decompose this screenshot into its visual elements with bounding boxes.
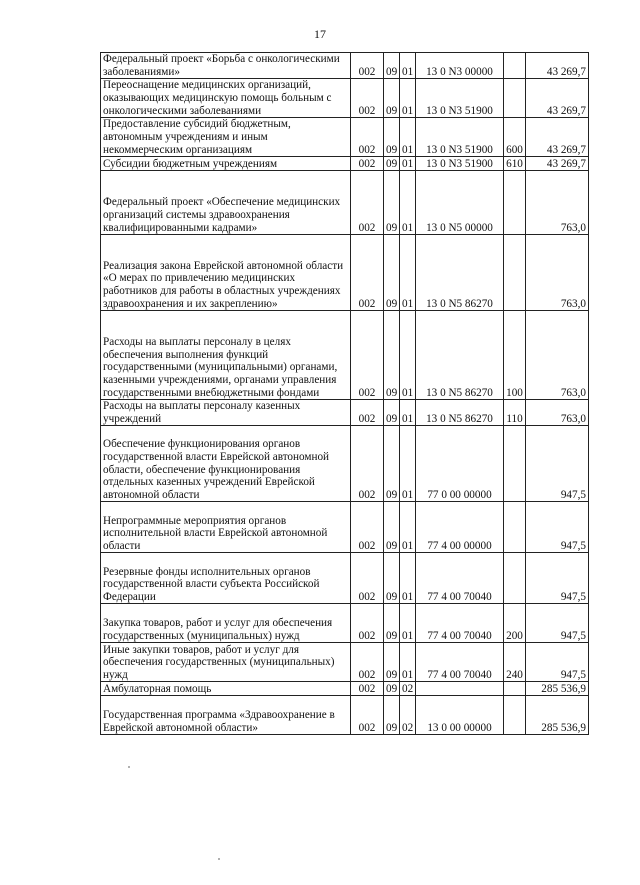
row-expense-code: 200 — [504, 604, 526, 643]
table-row — [101, 696, 589, 735]
budget-table — [100, 52, 589, 735]
row-amount: 763,0 — [526, 311, 589, 400]
row-ministry-code: 002 — [351, 79, 384, 118]
row-subsection-code: 01 — [400, 171, 416, 235]
table-row — [101, 682, 589, 696]
row-ministry-code: 002 — [351, 604, 384, 643]
row-subsection-code: 01 — [400, 311, 416, 400]
row-subsection-code: 01 — [400, 426, 416, 502]
row-section-code: 09 — [384, 643, 400, 682]
row-section-code: 09 — [384, 400, 400, 426]
row-name: Реализация закона Еврейской автономной области «О мерах по привлечению медицинских работников для работы в областных учреждениях здравоохранения и их закреплению» — [101, 235, 351, 311]
row-section-code: 09 — [384, 157, 400, 171]
table-row — [101, 400, 589, 426]
row-amount: 947,5 — [526, 553, 589, 604]
row-subsection-code: 01 — [400, 118, 416, 157]
table-row — [101, 426, 589, 502]
table-row — [101, 53, 589, 79]
row-expense-code — [504, 235, 526, 311]
row-ministry-code: 002 — [351, 426, 384, 502]
row-ministry-code: 002 — [351, 235, 384, 311]
row-expense-code — [504, 553, 526, 604]
row-name: Предоставление субсидий бюджетным, автономным учреждениям и иным некоммерческим организациям — [101, 118, 351, 157]
row-target-code — [416, 682, 504, 696]
row-amount: 763,0 — [526, 171, 589, 235]
row-section-code: 09 — [384, 426, 400, 502]
row-target-code: 13 0 N5 86270 — [416, 235, 504, 311]
table-row — [101, 502, 589, 553]
row-ministry-code: 002 — [351, 118, 384, 157]
table-row — [101, 311, 589, 400]
row-ministry-code: 002 — [351, 400, 384, 426]
row-section-code: 09 — [384, 171, 400, 235]
scan-speck — [128, 766, 130, 768]
row-amount: 43 269,7 — [526, 118, 589, 157]
row-section-code: 09 — [384, 53, 400, 79]
row-subsection-code: 01 — [400, 604, 416, 643]
table-row — [101, 235, 589, 311]
row-expense-code — [504, 426, 526, 502]
row-expense-code: 110 — [504, 400, 526, 426]
row-target-code: 13 0 N3 00000 — [416, 53, 504, 79]
row-subsection-code: 01 — [400, 53, 416, 79]
row-name: Переоснащение медицинских организаций, оказывающих медицинскую помощь больным с онкологическими заболеваниями — [101, 79, 351, 118]
row-section-code: 09 — [384, 79, 400, 118]
row-expense-code — [504, 171, 526, 235]
row-section-code: 09 — [384, 235, 400, 311]
row-amount: 285 536,9 — [526, 696, 589, 735]
row-expense-code — [504, 79, 526, 118]
row-name: Закупка товаров, работ и услуг для обеспечения государственных (муниципальных) нужд — [101, 604, 351, 643]
row-section-code: 09 — [384, 553, 400, 604]
row-target-code: 13 0 N3 51900 — [416, 157, 504, 171]
row-subsection-code: 01 — [400, 502, 416, 553]
row-subsection-code: 02 — [400, 682, 416, 696]
row-target-code: 13 0 N5 86270 — [416, 400, 504, 426]
row-subsection-code: 01 — [400, 643, 416, 682]
row-subsection-code: 01 — [400, 79, 416, 118]
row-ministry-code: 002 — [351, 53, 384, 79]
row-target-code: 13 0 N5 86270 — [416, 311, 504, 400]
table-row — [101, 553, 589, 604]
row-name: Резервные фонды исполнительных органов государственной власти субъекта Российской Федерации — [101, 553, 351, 604]
row-amount: 43 269,7 — [526, 157, 589, 171]
row-ministry-code: 002 — [351, 311, 384, 400]
scan-speck — [218, 858, 220, 860]
row-ministry-code: 002 — [351, 157, 384, 171]
row-name: Расходы на выплаты персоналу казенных учреждений — [101, 400, 351, 426]
row-amount: 763,0 — [526, 235, 589, 311]
row-name: Амбулаторная помощь — [101, 682, 351, 696]
row-name: Государственная программа «Здравоохранение в Еврейской автономной области» — [101, 696, 351, 735]
row-name: Непрограммные мероприятия органов исполнительной власти Еврейской автономной области — [101, 502, 351, 553]
row-section-code: 09 — [384, 502, 400, 553]
row-amount: 947,5 — [526, 426, 589, 502]
row-ministry-code: 002 — [351, 696, 384, 735]
row-subsection-code: 02 — [400, 696, 416, 735]
row-subsection-code: 01 — [400, 235, 416, 311]
row-target-code: 13 0 N3 51900 — [416, 118, 504, 157]
row-expense-code — [504, 696, 526, 735]
table-row — [101, 79, 589, 118]
row-target-code: 77 4 00 70040 — [416, 553, 504, 604]
row-amount: 43 269,7 — [526, 53, 589, 79]
row-amount: 947,5 — [526, 643, 589, 682]
row-expense-code — [504, 53, 526, 79]
table-row — [101, 643, 589, 682]
row-ministry-code: 002 — [351, 682, 384, 696]
table-row — [101, 171, 589, 235]
row-ministry-code: 002 — [351, 502, 384, 553]
row-amount: 43 269,7 — [526, 79, 589, 118]
row-name: Иные закупки товаров, работ и услуг для обеспечения государственных (муниципальных) нужд — [101, 643, 351, 682]
row-ministry-code: 002 — [351, 171, 384, 235]
row-section-code: 09 — [384, 118, 400, 157]
row-name: Обеспечение функционирования органов государственной власти Еврейской автономной области, обеспечение функционирования отдельных казенных учреждений Еврейской автономной области — [101, 426, 351, 502]
row-subsection-code: 01 — [400, 553, 416, 604]
row-ministry-code: 002 — [351, 553, 384, 604]
row-target-code: 77 4 00 70040 — [416, 643, 504, 682]
row-amount: 947,5 — [526, 604, 589, 643]
row-section-code: 09 — [384, 604, 400, 643]
row-name: Расходы на выплаты персоналу в целях обеспечения выполнения функций государственными (муниципальными) органами, казенными учреждениями, органами управления государственными внебюджетными фондами — [101, 311, 351, 400]
row-subsection-code: 01 — [400, 400, 416, 426]
row-target-code: 77 0 00 00000 — [416, 426, 504, 502]
table-row — [101, 118, 589, 157]
row-target-code: 13 0 00 00000 — [416, 696, 504, 735]
table-row — [101, 604, 589, 643]
row-expense-code: 610 — [504, 157, 526, 171]
row-section-code: 09 — [384, 311, 400, 400]
row-subsection-code: 01 — [400, 157, 416, 171]
row-expense-code: 100 — [504, 311, 526, 400]
row-target-code: 13 0 N5 00000 — [416, 171, 504, 235]
row-amount: 285 536,9 — [526, 682, 589, 696]
row-expense-code: 240 — [504, 643, 526, 682]
row-ministry-code: 002 — [351, 643, 384, 682]
row-expense-code — [504, 682, 526, 696]
row-name: Федеральный проект «Борьба с онкологическими заболеваниями» — [101, 53, 351, 79]
page-number: 17 — [314, 27, 326, 41]
row-expense-code: 600 — [504, 118, 526, 157]
row-expense-code — [504, 502, 526, 553]
row-target-code: 77 4 00 70040 — [416, 604, 504, 643]
row-amount: 763,0 — [526, 400, 589, 426]
table-row — [101, 157, 589, 171]
row-section-code: 09 — [384, 696, 400, 735]
row-target-code: 77 4 00 00000 — [416, 502, 504, 553]
row-name: Субсидии бюджетным учреждениям — [101, 157, 351, 171]
row-name: Федеральный проект «Обеспечение медицинских организаций системы здравоохранения квалифицированными кадрами» — [101, 171, 351, 235]
row-target-code: 13 0 N3 51900 — [416, 79, 504, 118]
table-body — [101, 53, 589, 735]
row-section-code: 09 — [384, 682, 400, 696]
row-amount: 947,5 — [526, 502, 589, 553]
